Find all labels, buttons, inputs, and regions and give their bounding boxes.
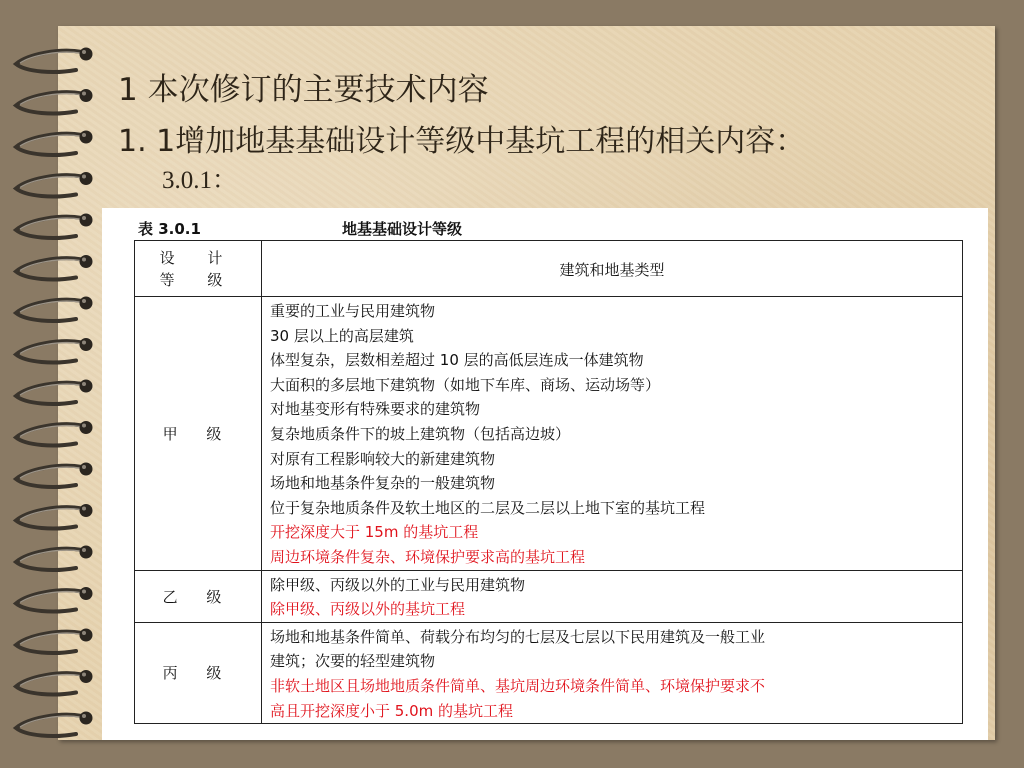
type-line: 场地和地基条件简单、荷载分布均匀的七层及七层以下民用建筑及一般工业 xyxy=(270,627,766,646)
type-line: 体型复杂，层数相差超过 10 层的高低层连成一体建筑物 xyxy=(270,351,644,370)
spiral-binding-ring-icon xyxy=(16,297,93,322)
type-line-highlighted: 开挖深度大于 15m 的基坑工程 xyxy=(270,523,479,542)
header-type-cell: 建筑和地基类型 xyxy=(262,241,963,297)
table-name: 地基基础设计等级 xyxy=(342,220,463,238)
spiral-binding-ring-icon xyxy=(16,380,93,405)
section-number: 3.0.1： xyxy=(162,167,238,194)
type-line: 30 层以上的高层建筑 xyxy=(270,326,414,345)
spiral-binding-ring-icon xyxy=(16,504,93,529)
header-grade-line: 设 计 xyxy=(159,248,237,267)
type-line: 对原有工程影响较大的新建建筑物 xyxy=(270,449,496,468)
type-cell xyxy=(262,570,963,622)
table-row xyxy=(135,622,963,723)
spiral-binding-ring-icon xyxy=(16,214,93,239)
spiral-binding-ring-icon xyxy=(16,463,93,488)
type-line: 除甲级、丙级以外的工业与民用建筑物 xyxy=(270,575,526,594)
type-cell xyxy=(262,297,963,571)
spiral-binding-ring-icon xyxy=(16,89,93,114)
type-line: 大面积的多层地下建筑物（如地下车库、商场、运动场等） xyxy=(270,375,661,394)
spiral-binding-ring-icon xyxy=(16,546,93,571)
header-grade-cell xyxy=(135,241,262,297)
type-line-highlighted: 周边环境条件复杂、环境保护要求高的基坑工程 xyxy=(270,547,586,566)
table-caption: 表 3.0.1 xyxy=(138,220,201,238)
type-line: 建筑；次要的轻型建筑物 xyxy=(270,652,436,671)
spiral-binding-ring-icon xyxy=(16,421,93,446)
header-grade-line: 等 级 xyxy=(159,270,237,289)
type-line-highlighted: 除甲级、丙级以外的基坑工程 xyxy=(270,600,466,619)
table-header-row xyxy=(135,241,963,297)
grade-cell: 甲 级 xyxy=(135,297,262,571)
spiral-binding-ring-icon xyxy=(16,338,93,363)
spiral-binding xyxy=(0,0,110,768)
type-line: 复杂地质条件下的坡上建筑物（包括高边坡） xyxy=(270,424,571,443)
spiral-binding-ring-icon xyxy=(16,255,93,280)
spiral-binding-ring-icon xyxy=(16,172,93,197)
table-row xyxy=(135,297,963,571)
type-line: 重要的工业与民用建筑物 xyxy=(270,302,436,320)
type-cell xyxy=(262,622,963,723)
grade-cell: 丙 级 xyxy=(135,622,262,723)
table-image xyxy=(102,208,988,740)
spiral-binding-ring-icon xyxy=(16,670,93,695)
spiral-binding-ring-icon xyxy=(16,712,93,737)
type-line-highlighted: 非软土地区且场地地质条件简单、基坑周边环境条件简单、环境保护要求不 xyxy=(270,676,766,695)
type-line: 对地基变形有特殊要求的建筑物 xyxy=(270,400,481,419)
spiral-binding-ring-icon xyxy=(16,629,93,654)
spiral-binding-ring-icon xyxy=(16,48,93,73)
type-line: 位于复杂地质条件及软土地区的二层及二层以上地下室的基坑工程 xyxy=(270,498,706,517)
slide-title: 1 本次修订的主要技术内容 xyxy=(118,72,489,108)
grade-cell: 乙 级 xyxy=(135,570,262,622)
type-line: 场地和地基条件复杂的一般建筑物 xyxy=(270,474,496,493)
design-grade-table xyxy=(134,240,963,724)
type-line-highlighted: 高且开挖深度小于 5.0m 的基坑工程 xyxy=(270,701,514,720)
table-row xyxy=(135,570,963,622)
spiral-binding-ring-icon xyxy=(16,587,93,612)
spiral-binding-ring-icon xyxy=(16,131,93,156)
slide-subtitle: 1. 1增加地基基础设计等级中基坑工程的相关内容： xyxy=(118,124,806,159)
